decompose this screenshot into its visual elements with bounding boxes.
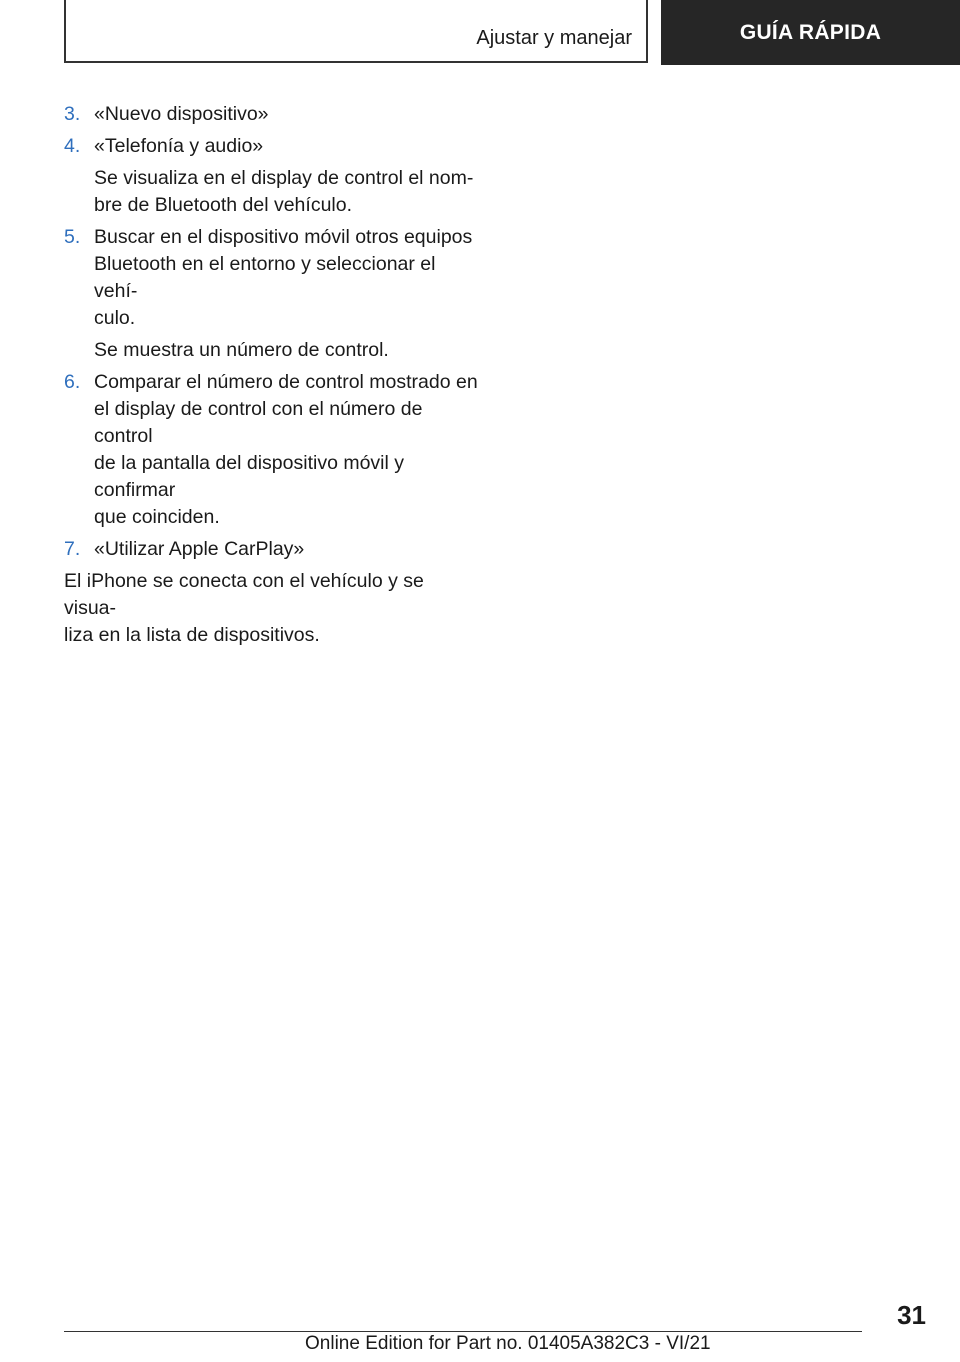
step-text: «Nuevo dispositivo»	[94, 103, 269, 125]
header-section-box	[64, 0, 648, 63]
result-paragraph: El iPhone se conecta con el vehículo y se visua- liza en la lista de dispositivos.	[64, 570, 424, 646]
step-4	[64, 133, 480, 219]
header-section-title: Ajustar y manejar	[476, 27, 632, 49]
step-6	[64, 369, 480, 531]
page-number: 31	[897, 1300, 926, 1330]
step-7	[64, 536, 480, 563]
step-note: Se visualiza en el display de control el nom- bre de Bluetooth del vehículo.	[94, 167, 474, 216]
step-number: 5.	[64, 226, 81, 248]
step-number: 7.	[64, 538, 81, 560]
step-text: «Utilizar Apple CarPlay»	[94, 538, 305, 560]
step-text: Buscar en el dispositivo móvil otros equipos Bluetooth en el entorno y seleccionar el vehí- culo.	[94, 226, 473, 329]
step-number: 3.	[64, 103, 81, 125]
step-text: «Telefonía y audio»	[94, 135, 264, 157]
header-tab-label: GUÍA RÁPIDA	[661, 0, 960, 65]
step-number: 4.	[64, 135, 81, 157]
footer-divider	[64, 1331, 862, 1332]
main-content	[64, 101, 480, 649]
step-5	[64, 224, 480, 364]
footer-edition: Online Edition for Part no. 01405A382C3 - VI/21	[305, 1333, 711, 1354]
step-note: Se muestra un número de control.	[94, 339, 389, 361]
step-3	[64, 101, 480, 128]
step-number: 6.	[64, 371, 81, 393]
step-text: Comparar el número de control mostrado en el display de control con el número de control de la pantalla del dispositivo móvil y confirmar que coinciden.	[94, 371, 478, 528]
